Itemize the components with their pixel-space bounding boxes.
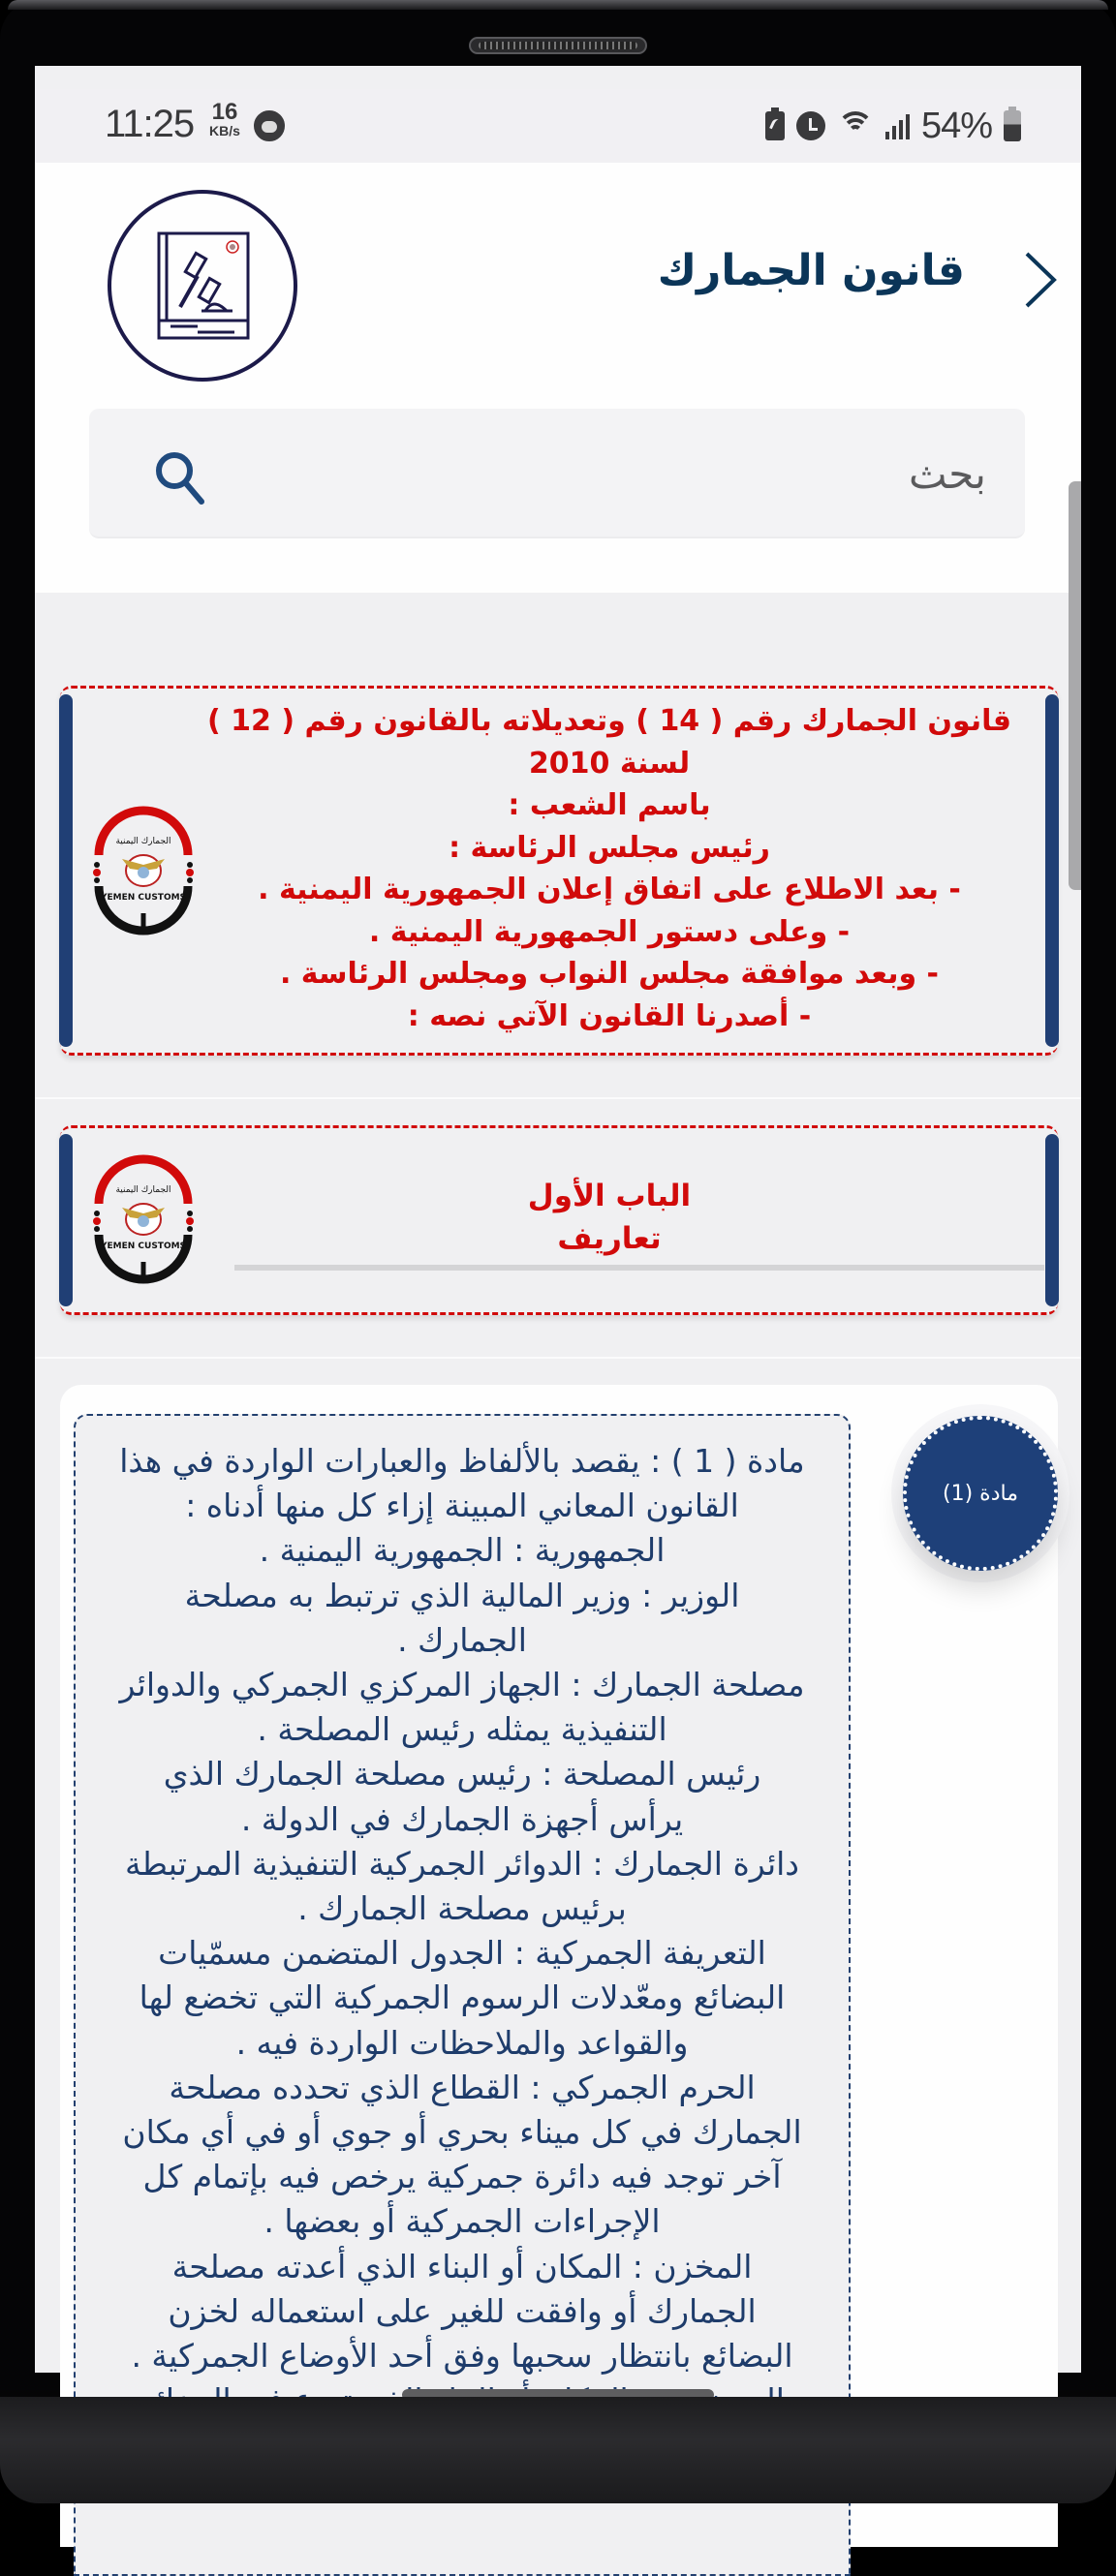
- article-line: دائرة الجمارك : الدوائر الجمركية التنفيذية المرتبطة: [124, 1844, 799, 1883]
- battery-icon: [1004, 110, 1021, 141]
- app-screen: [35, 66, 1081, 2376]
- svg-text:YEMEN CUSTOMS: YEMEN CUSTOMS: [100, 893, 187, 903]
- app-logo: [108, 190, 297, 382]
- status-time: 11:25: [105, 103, 195, 145]
- article-line: الجمارك .: [397, 1620, 527, 1659]
- article-line: الجمارك أو وافقت للغير على استعماله لخزن: [168, 2291, 757, 2330]
- article-line: البضائع ومعّدلات الرسوم الجمركية التي تخضع لها: [139, 1978, 786, 2017]
- search-bar: [89, 409, 1025, 538]
- search-icon: [151, 447, 209, 506]
- article-line: القانون المعاني المبينة إزاء كل منها أدناه :: [185, 1487, 739, 1525]
- chapter-name: تعاريف: [557, 1221, 662, 1256]
- article-line: الوزير : وزير المالية الذي ترتبط به مصلحة: [184, 1576, 740, 1614]
- frame-top-edge: [8, 0, 1108, 10]
- article-line: الجمارك في كل ميناء بحري أو جوي أو في أي مكان: [122, 2113, 802, 2152]
- network-speed: [205, 101, 244, 138]
- yemen-customs-emblem-icon: [89, 805, 198, 933]
- chapter-number: الباب الأول: [527, 1179, 692, 1213]
- network-speed-value: 16: [211, 99, 238, 125]
- chapter-title: [205, 1175, 1013, 1260]
- scrollbar[interactable]: [1069, 481, 1081, 890]
- status-bar: [35, 89, 1081, 163]
- frame-bottom-bezel: [0, 2397, 1116, 2503]
- page-title: قانون الجمارك: [657, 246, 965, 295]
- svg-text:الجمارك اليمنية: الجمارك اليمنية: [115, 1185, 171, 1195]
- wifi-icon: [837, 111, 874, 140]
- article-line: مصلحة الجمارك : الجهاز المركزي الجمركي والدوائر: [119, 1666, 805, 1704]
- search-input[interactable]: [231, 409, 986, 538]
- notification-app-icon: [254, 110, 285, 141]
- article-line: المخزن : المكان أو البناء الذي أعدته مصلحة: [171, 2247, 753, 2285]
- article-line: الجمهورية : الجمهورية اليمنية .: [259, 1531, 666, 1570]
- preamble-line: لسنة 2010: [528, 746, 691, 781]
- alarm-icon: [796, 111, 825, 140]
- article-badge-label: مادة (1): [943, 1481, 1018, 1506]
- preamble-line: - بعد الاطلاع على اتفاق إعلان الجمهورية اليمنية .: [258, 873, 961, 906]
- article-line: مادة ( 1 ) : يقصد بالألفاظ والعبارات الواردة في هذا: [119, 1442, 805, 1480]
- network-speed-unit: KB/s: [209, 123, 240, 138]
- article-line: الإجراءات الجمركية أو بعضها .: [264, 2202, 661, 2241]
- preamble-line: رئيس مجلس الرئاسة :: [449, 830, 770, 865]
- battery-saver-icon: [765, 111, 785, 140]
- article-line: الحرم الجمركي : القطاع الذي تحدده مصلحة: [169, 2068, 756, 2106]
- article-line: برئيس مصلحة الجمارك .: [297, 1889, 627, 1928]
- preamble-line: قانون الجمارك رقم ( 14 ) وتعديلاته بالقانون رقم ( 12 ): [206, 704, 1012, 738]
- article-number-badge[interactable]: [903, 1416, 1058, 1571]
- article-line: يرأس أجهزة الجمارك في الدولة .: [240, 1799, 684, 1838]
- article-line: آخر توجد فيه دائرة جمركية يرخص فيه بإتمام كل: [142, 2158, 782, 2196]
- status-icons: [765, 103, 1021, 149]
- chevron-right-icon: [1021, 250, 1060, 310]
- preamble-line: - وعلى دستور الجمهورية اليمنية .: [368, 914, 851, 949]
- article-line: التعريفة الجمركية : الجدول المتضمن مسمّيات: [158, 1934, 766, 1973]
- list-divider: [35, 1097, 1081, 1099]
- search-button[interactable]: [151, 447, 209, 506]
- list-item-preamble[interactable]: [60, 686, 1058, 1056]
- app-header: [35, 163, 1081, 593]
- article-line: والقواعد والملاحظات الواردة فيه .: [235, 2023, 689, 2062]
- preamble-line: - وبعد موافقة مجلس النواب ومجلس الرئاسة .: [279, 957, 940, 991]
- yemen-customs-emblem-icon: [89, 1153, 198, 1281]
- preamble-line: باسم الشعب :: [508, 788, 711, 822]
- earpiece-speaker: [469, 37, 647, 54]
- list-divider: [35, 1357, 1081, 1359]
- battery-percent: 54%: [920, 105, 992, 146]
- svg-text:YEMEN CUSTOMS: YEMEN CUSTOMS: [100, 1242, 187, 1251]
- law-book-gavel-icon: [149, 228, 256, 344]
- back-button[interactable]: [1021, 250, 1060, 310]
- signal-icon: [885, 112, 910, 139]
- article-line: البضائع بانتظار سحبها وفق أحد الأوضاع الجمركية .: [131, 2337, 793, 2376]
- list-item-chapter-1[interactable]: [60, 1125, 1058, 1315]
- svg-text:الجمارك اليمنية: الجمارك اليمنية: [115, 837, 171, 846]
- article-line: التنفيذية يمثله رئيس المصلحة .: [257, 1710, 667, 1749]
- preamble-line: - أصدرنا القانون الآتي نصه :: [407, 998, 812, 1033]
- chapter-underline: [234, 1265, 1044, 1271]
- list-item-article-1[interactable]: [60, 1385, 1058, 2547]
- preamble-text: [205, 700, 1013, 1037]
- article-line: رئيس المصلحة : رئيس مصلحة الجمارك الذي: [163, 1755, 761, 1794]
